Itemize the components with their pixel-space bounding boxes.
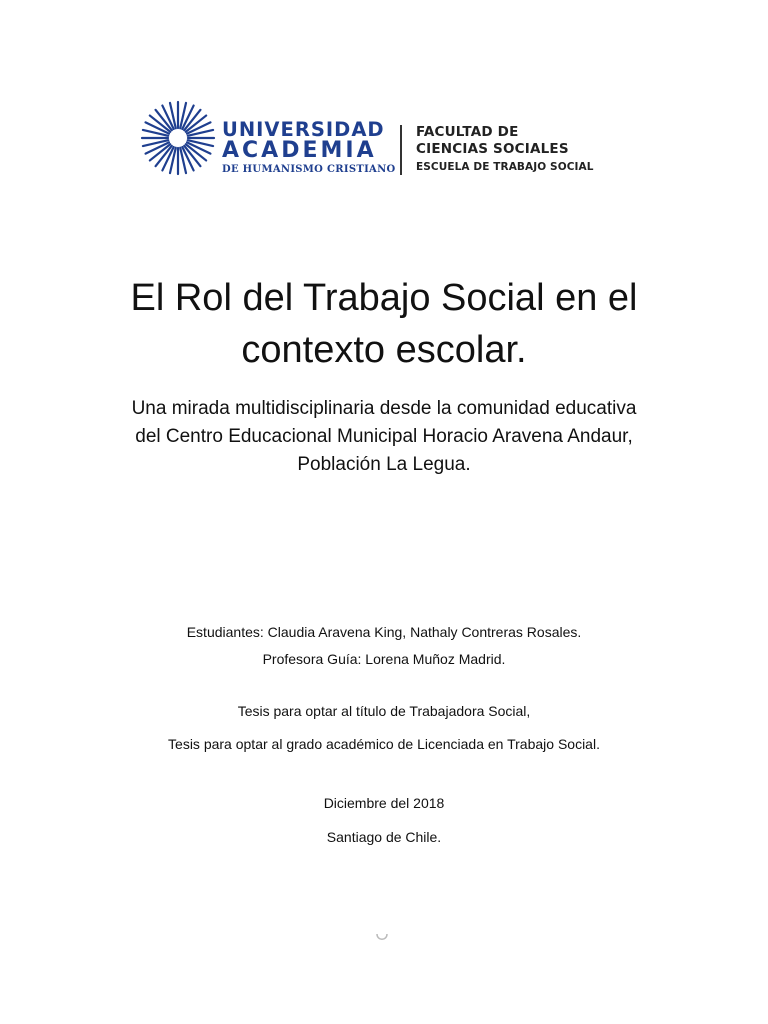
- document-subtitle-line1: Una mirada multidisciplinaria desde la comunidad educativa: [131, 398, 637, 419]
- advisor-line: Profesora Guía: Lorena Muñoz Madrid.: [262, 651, 506, 667]
- thesis-degree-line: Tesis para optar al grado académico de Licenciada en Trabajo Social.: [168, 736, 600, 752]
- students-line: Estudiantes: Claudia Aravena King, Nathaly Contreras Rosales.: [186, 624, 582, 640]
- university-name-line2: ACADEMIA: [222, 137, 377, 163]
- school-name: ESCUELA DE TRABAJO SOCIAL: [416, 161, 594, 173]
- place-line: Santiago de Chile.: [326, 829, 442, 845]
- thesis-title-line: Tesis para optar al título de Trabajadora Social,: [237, 703, 531, 719]
- university-name-line3: DE HUMANISMO CRISTIANO: [222, 163, 396, 175]
- logo-divider: [400, 125, 402, 175]
- page-curl-mark: [373, 928, 391, 946]
- document-title-line1: El Rol del Trabajo Social en el: [130, 277, 638, 319]
- document-subtitle-line2: del Centro Educacional Municipal Horacio Aravena Andaur,: [135, 426, 633, 447]
- date-line: Diciembre del 2018: [323, 795, 445, 811]
- faculty-name-line1: FACULTAD DE: [416, 124, 519, 140]
- document-title: [0, 272, 768, 376]
- faculty-name-line2: CIENCIAS SOCIALES: [416, 141, 569, 157]
- university-name-line1: UNIVERSIDAD: [222, 118, 385, 141]
- document-subtitle-line3: Población La Legua.: [297, 454, 471, 475]
- document-title-line2: contexto escolar.: [241, 329, 527, 371]
- university-logo: [140, 100, 610, 176]
- sunburst-icon: [140, 100, 216, 176]
- faculty-name: [416, 124, 616, 173]
- document-subtitle: [60, 395, 708, 479]
